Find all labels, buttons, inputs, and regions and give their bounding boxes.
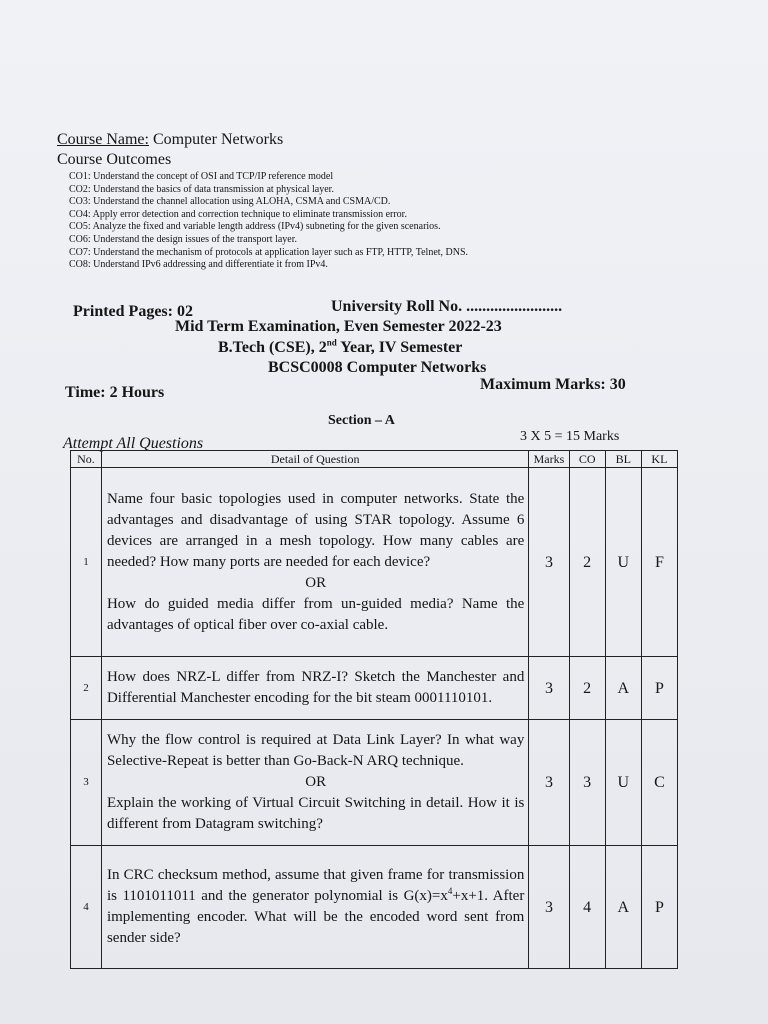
question-marks: 3 (529, 657, 569, 720)
table-header-row (71, 451, 678, 468)
question-text (101, 657, 528, 720)
program-superscript: nd (326, 337, 337, 348)
table-row (71, 720, 678, 846)
question-number: 1 (71, 468, 102, 657)
question-bl: A (605, 846, 641, 969)
maximum-marks: Maximum Marks: 30 (480, 376, 626, 393)
question-part-a: In CRC checksum method, assume that given frame for transmission is 1101011011 and the generator polynomial is G(x)=x (106, 867, 525, 904)
course-outcome-item: CO1: Understand the concept of OSI and TCP/IP reference model (69, 171, 334, 182)
question-co: 2 (569, 657, 605, 720)
course-info (57, 130, 617, 272)
question-kl: C (641, 720, 677, 846)
section-instruction: Attempt All Questions (63, 435, 204, 452)
section-marks-summary: 3 X 5 = 15 Marks (520, 429, 620, 444)
question-or: OR (305, 574, 327, 591)
exam-title: Mid Term Examination, Even Semester 2022-23 (175, 318, 502, 335)
course-outcome-item: CO3: Understand the channel allocation using ALOHA, CSMA and CSMA/CD. (69, 196, 391, 208)
question-kl: F (641, 468, 677, 657)
question-number: 4 (71, 846, 102, 969)
course-outcome-item: CO8: Understand IPv6 addressing and differentiate it from IPv4. (69, 259, 328, 271)
question-co: 4 (569, 846, 605, 969)
question-table (70, 450, 678, 969)
question-bl: U (605, 720, 641, 846)
table-row (71, 468, 678, 657)
question-kl: P (641, 657, 677, 720)
question-part-b: How do guided media differ from un-guided media? Name the advantages of optical fiber over co-axial cable. (106, 595, 525, 633)
course-outcome-item: CO4: Apply error detection and correction technique to eliminate transmission error. (69, 208, 407, 220)
question-part-a: How does NRZ-L differ from NRZ-I? Sketch the Manchester and Differential Manchester encoding for the bit steam 0001110101. (106, 669, 525, 706)
header-no: No. (71, 451, 102, 468)
question-bl: A (605, 657, 641, 720)
program-text: B.Tech (CSE), 2 (218, 339, 327, 356)
roll-number: University Roll No. ........................ (331, 298, 563, 315)
question-kl: P (641, 846, 677, 969)
table-row (71, 846, 678, 969)
course-name-label: Course Name: (57, 131, 149, 148)
program-info (218, 339, 462, 357)
course-outcomes-list (69, 171, 617, 272)
question-part-a: Name four basic topologies used in computer networks. State the advantages and disadvantage of using STAR topology. Assume 6 devices are arranged in a mesh topology. How many cables are needed? How many ports are needed for each device? (106, 490, 525, 570)
question-text (101, 846, 528, 969)
question-part-b: Explain the working of Virtual Circuit Switching in detail. How it is different from Datagram switching? (106, 795, 525, 832)
subject-title: BCSC0008 Computer Networks (268, 359, 487, 376)
printed-pages: Printed Pages: 02 (73, 303, 193, 320)
question-marks: 3 (529, 468, 569, 657)
header-kl: KL (641, 451, 677, 468)
question-text (101, 468, 528, 657)
question-part-a: Why the flow control is required at Data Link Layer? In what way Selective-Repeat is better than Go-Back-N ARQ technique. (106, 732, 525, 769)
question-number: 2 (71, 657, 102, 720)
question-co: 3 (569, 720, 605, 846)
question-number: 3 (71, 720, 102, 846)
section-title: Section – A (328, 413, 395, 428)
header-detail: Detail of Question (101, 451, 528, 468)
course-outcome-item: CO6: Understand the design issues of the transport layer. (69, 233, 298, 245)
question-co: 2 (569, 468, 605, 657)
question-text (101, 720, 528, 846)
header-marks: Marks (529, 451, 569, 468)
header-bl: BL (605, 451, 641, 468)
course-outcome-item: CO7: Understand the mechanism of protocols at application layer such as FTP, HTTP, Telnet, DNS. (69, 246, 469, 258)
question-or: OR (305, 774, 327, 790)
question-bl: U (605, 468, 641, 657)
course-name (57, 130, 617, 149)
course-outcome-item: CO2: Understand the basics of data transmission at physical layer. (69, 183, 334, 195)
question-marks: 3 (529, 846, 569, 969)
question-part-a-end: +x+1. After implementing encoder. What will be the encoded word sent from sender side? (106, 888, 525, 946)
course-outcome-item: CO5: Analyze the fixed and variable length address (IPv4) subneting for the given scenarios. (69, 221, 441, 233)
program-text-end: Year, IV Semester (336, 339, 463, 356)
question-superscript: 4 (447, 886, 453, 896)
time-allowed: Time: 2 Hours (65, 384, 165, 401)
course-name-value: Computer Networks (148, 131, 284, 148)
course-outcomes-heading: Course Outcomes (57, 151, 172, 168)
question-marks: 3 (529, 720, 569, 846)
table-row (71, 657, 678, 720)
header-co: CO (569, 451, 605, 468)
